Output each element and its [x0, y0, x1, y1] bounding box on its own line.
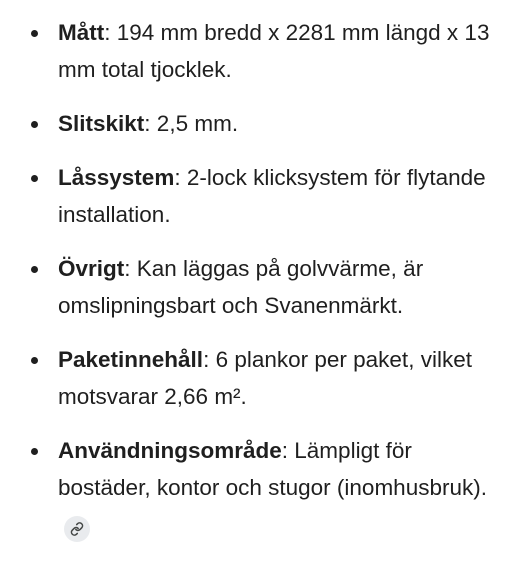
item-term: Slitskikt: [58, 111, 145, 136]
item-term: Låssystem: [58, 165, 175, 190]
link-icon: [70, 522, 84, 536]
source-link-button[interactable]: [64, 516, 90, 542]
list-item-anvandningsomrade: [0, 432, 514, 543]
item-text: : 2-lock klicksystem för flytande installation.: [58, 165, 486, 227]
item-term: Användningsområde: [58, 438, 282, 463]
item-text: : Lämpligt för bostäder, kontor och stugor (inomhusbruk).: [58, 438, 487, 500]
item-term: Paketinnehåll: [58, 347, 204, 372]
list-item-lassystem: [0, 159, 514, 233]
item-text: : 6 plankor per paket, vilket motsvarar 2,66 m².: [58, 347, 472, 409]
list-item-slitskikt: [0, 105, 514, 142]
item-text: : 194 mm bredd x 2281 mm längd x 13 mm total tjocklek.: [58, 20, 490, 82]
list-item-ovrigt: [0, 250, 514, 324]
list-item-matt: [0, 14, 514, 88]
item-text: : 2,5 mm.: [144, 111, 239, 136]
list-item-paketinnehall: [0, 341, 514, 415]
item-text: : Kan läggas på golvvärme, är omslipningsbart och Svanenmärkt.: [58, 256, 424, 318]
item-term: Övrigt: [58, 256, 125, 281]
item-term: Mått: [58, 20, 105, 45]
